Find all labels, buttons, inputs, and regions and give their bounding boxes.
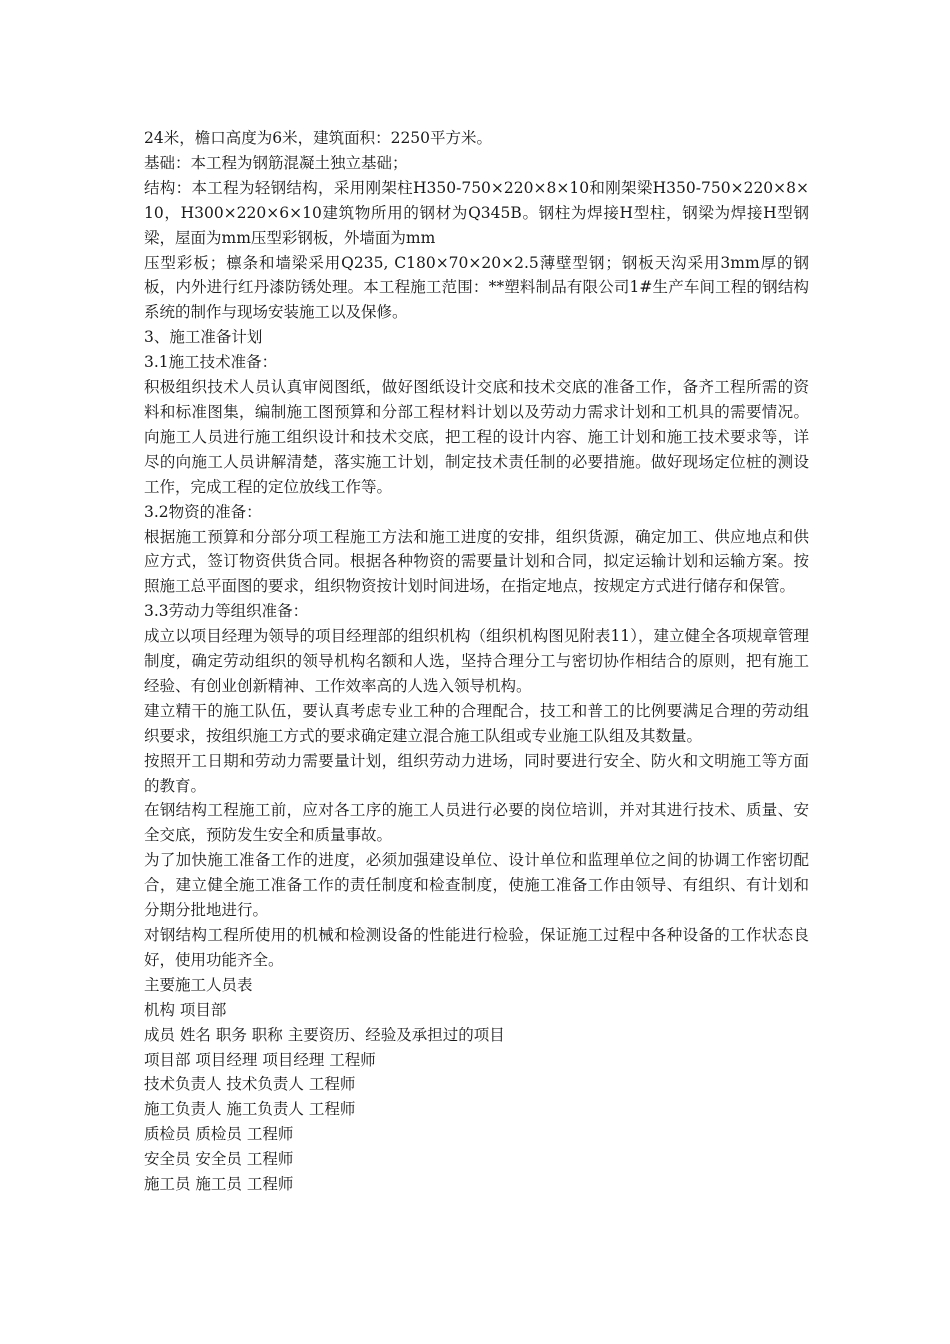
- staff-row: 质检员 质检员 工程师: [144, 1125, 294, 1144]
- technical-prep-paragraph: 积极组织技术人员认真审阅图纸，做好图纸设计交底和技术交底的准备工作，备齐工程所需的资料和标准图集，编制施工图预算和分部工程材料计划以及劳动力需求计划和工机具的需要情况。向施工人员进行施工组织设计和技术交底，把工程的设计内容、施工计划和施工技术要求等，详尽的向施工人员讲解清楚，落实施工计划，制定技术责任制的必要措施。做好现场定位桩的测设工作，完成工程的定位放线工作等。: [144, 378, 809, 496]
- team-paragraph: 建立精干的施工队伍，要认真考虑专业工种的合理配合，技工和普工的比例要满足合理的劳动组织要求，按组织施工方式的要求确定建立混合施工队组或专业施工队组及其数量。: [144, 701, 809, 745]
- equipment-paragraph: 对钢结构工程所使用的机械和检测设备的性能进行检验，保证施工过程中各种设备的工作状态良好，使用功能齐全。: [144, 926, 809, 969]
- training-paragraph: 在钢结构工程施工前，应对各工序的施工人员进行必要的岗位培训，并对其进行技术、质量、安全交底，预防发生安全和质量事故。: [144, 801, 809, 845]
- building-size-line: 24米，檐口高度为6米，建筑面积：2250平方米。: [144, 129, 493, 147]
- subheading-3-2: 3.2物资的准备：: [144, 502, 262, 521]
- org-prep-paragraph: 成立以项目经理为领导的项目经理部的组织机构（组织机构图见附表11），建立健全各项规章管理制度，确定劳动组织的领导机构名额和人选，坚持合理分工与密切协作相结合的原则，把有施工经验、有创业创新精神、工作效率高的人选入领导机构。: [144, 627, 809, 695]
- staff-row: 安全员 安全员 工程师: [144, 1150, 294, 1169]
- subheading-3-1: 3.1施工技术准备：: [144, 353, 278, 372]
- staff-row: 机构 项目部: [144, 1000, 227, 1019]
- coordination-paragraph: 为了加快施工准备工作的进度，必须加强建设单位、设计单位和监理单位之间的协调工作密切配合，建立健全施工准备工作的责任制度和检查制度，使施工准备工作由领导、有组织、有计划和分期分批地进行。: [144, 851, 809, 920]
- structure-paragraph: 结构：本工程为轻钢结构，采用刚架柱H350-750×220×8×10和刚架梁H350-750×220×8×10，H300×220×6×10建筑物所用的钢材为Q345B。钢柱为焊接H型柱，钢梁为焊接H型钢梁，屋面为mm压型彩钢板，外墙面为mm: [144, 178, 809, 247]
- subheading-3-3: 3.3劳动力等组织准备：: [144, 602, 309, 621]
- staff-table-title: 主要施工人员表: [144, 975, 253, 994]
- roofing-paragraph: 压型彩板；檩条和墙梁采用Q235, C180×70×20×2.5薄壁型钢；钢板天沟采用3mm厚的钢板，内外进行红丹漆防锈处理。本工程施工范围：**塑料制品有限公司1#生产车间工程的钢结构系统的制作与现场安装施工以及保修。: [144, 253, 809, 322]
- labor-paragraph: 按照开工日期和劳动力需要量计划，组织劳动力进场，同时要进行安全、防火和文明施工等方面的教育。: [144, 751, 809, 795]
- material-prep-paragraph: 根据施工预算和分部分项工程施工方法和施工进度的安排，组织货源，确定加工、供应地点和供应方式，签订物资供货合同。根据各种物资的需要量计划和合同，拟定运输计划和运输方案。按照施工总平面图的要求，组织物资按计划时间进场，在指定地点，按规定方式进行储存和保管。: [144, 527, 809, 596]
- section-heading-3: 3、施工准备计划: [144, 328, 263, 347]
- staff-row: 技术负责人 技术负责人 工程师: [144, 1075, 356, 1094]
- staff-row: 成员 姓名 职务 职称 主要资历、经验及承担过的项目: [144, 1025, 505, 1044]
- staff-row: 项目部 项目经理 项目经理 工程师: [144, 1050, 376, 1069]
- foundation-line: 基础：本工程为钢筋混凝土独立基础；: [144, 153, 408, 172]
- staff-row: 施工员 施工员 工程师: [144, 1175, 294, 1194]
- staff-row: 施工负责人 施工负责人 工程师: [144, 1100, 356, 1119]
- document-page: [144, 126, 809, 1197]
